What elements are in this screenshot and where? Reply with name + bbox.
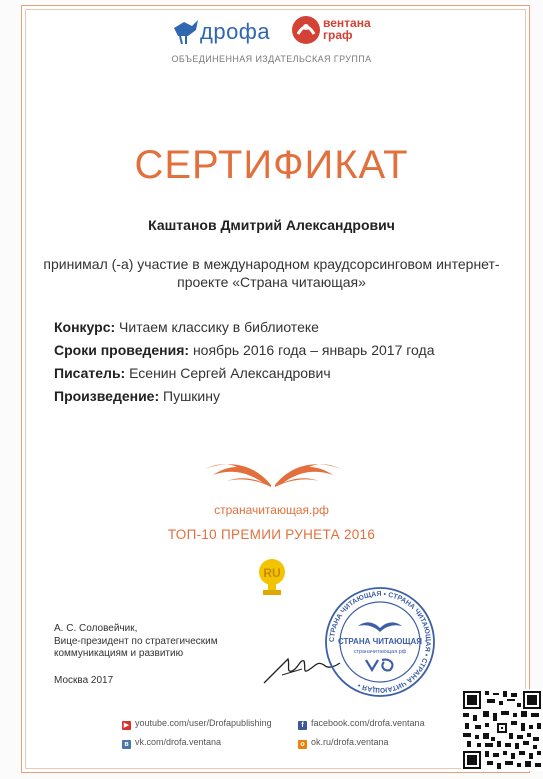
odnoklassniki-link[interactable] (298, 737, 389, 749)
facebook-link[interactable] (298, 718, 425, 730)
facebook-icon: f (298, 721, 307, 730)
detail-row-writer (54, 362, 435, 385)
detail-key: Произведение: (54, 388, 160, 404)
award-text: ТОП-10 ПРЕМИИ РУНЕТА 2016 (167, 527, 376, 542)
detail-value: Читаем классику в библиотеке (115, 319, 319, 335)
vk-link[interactable] (122, 737, 221, 749)
stamp-site: страначитающая.рф (353, 649, 407, 655)
official-stamp (318, 586, 442, 698)
signer-name: А. С. Соловейчик, (54, 623, 138, 634)
detail-value: Есенин Сергей Александрович (125, 365, 331, 381)
participation-text: принимал (-а) участие в международном краудсорсинговом интернет-проекте «Страна читающая» (43, 256, 500, 290)
stamp-ring-text: СТРАНА ЧИТАЮЩАЯ • СТРАНА ЧИТАЮЩАЯ • СТРАНА ЧИТАЮЩАЯ • (328, 590, 432, 694)
ventana-logo-line1: вентана (323, 16, 371, 30)
recipient-name: Каштанов Дмитрий Александрович (148, 217, 395, 233)
detail-row-work (54, 385, 435, 408)
signer-position-line2: коммуникациям и развитию (54, 648, 184, 659)
youtube-link-text: youtube.com/user/Drofapublishing (135, 718, 272, 728)
signer-block (54, 623, 218, 661)
city-year: Москва 2017 (54, 675, 114, 686)
detail-key: Конкурс: (54, 319, 116, 335)
odnoklassniki-icon: о (298, 740, 307, 749)
signer-position-line1: Вице-президент по стратегическим (54, 635, 218, 647)
trophy-label: RU (263, 566, 281, 580)
ventana-logo-line2: граф (323, 28, 353, 42)
project-site-text: страначитающая.рф (214, 503, 329, 517)
stamp-title: СТРАНА ЧИТАЮЩАЯ (337, 637, 423, 646)
facebook-link-text: facebook.com/drofa.ventana (311, 718, 425, 728)
publisher-group-text: ОБЪЕДИНЕННАЯ ИЗДАТЕЛЬСКАЯ ГРУППА (171, 54, 372, 64)
certificate-title: СЕРТИФИКАТ (134, 143, 409, 187)
detail-value: Пушкину (159, 388, 220, 404)
odnoklassniki-link-text: ok.ru/drofa.ventana (311, 737, 389, 747)
vk-link-text: vk.com/drofa.ventana (135, 737, 222, 747)
qr-code (461, 689, 543, 771)
youtube-icon: ▶ (123, 722, 130, 729)
vk-icon: в (122, 740, 131, 749)
detail-key: Писатель: (54, 365, 126, 381)
detail-key: Сроки проведения: (54, 342, 190, 358)
youtube-link[interactable] (122, 718, 272, 730)
certificate-details (54, 316, 435, 408)
detail-row-contest (54, 316, 435, 339)
ventana-graf-logo-text (323, 17, 371, 41)
drofa-logo-text: дрофа (200, 19, 271, 44)
detail-value: ноябрь 2016 года – январь 2017 года (189, 342, 435, 358)
book-wings-logo-icon (203, 455, 343, 491)
detail-row-dates (54, 339, 435, 362)
runet-trophy-icon (252, 556, 292, 598)
